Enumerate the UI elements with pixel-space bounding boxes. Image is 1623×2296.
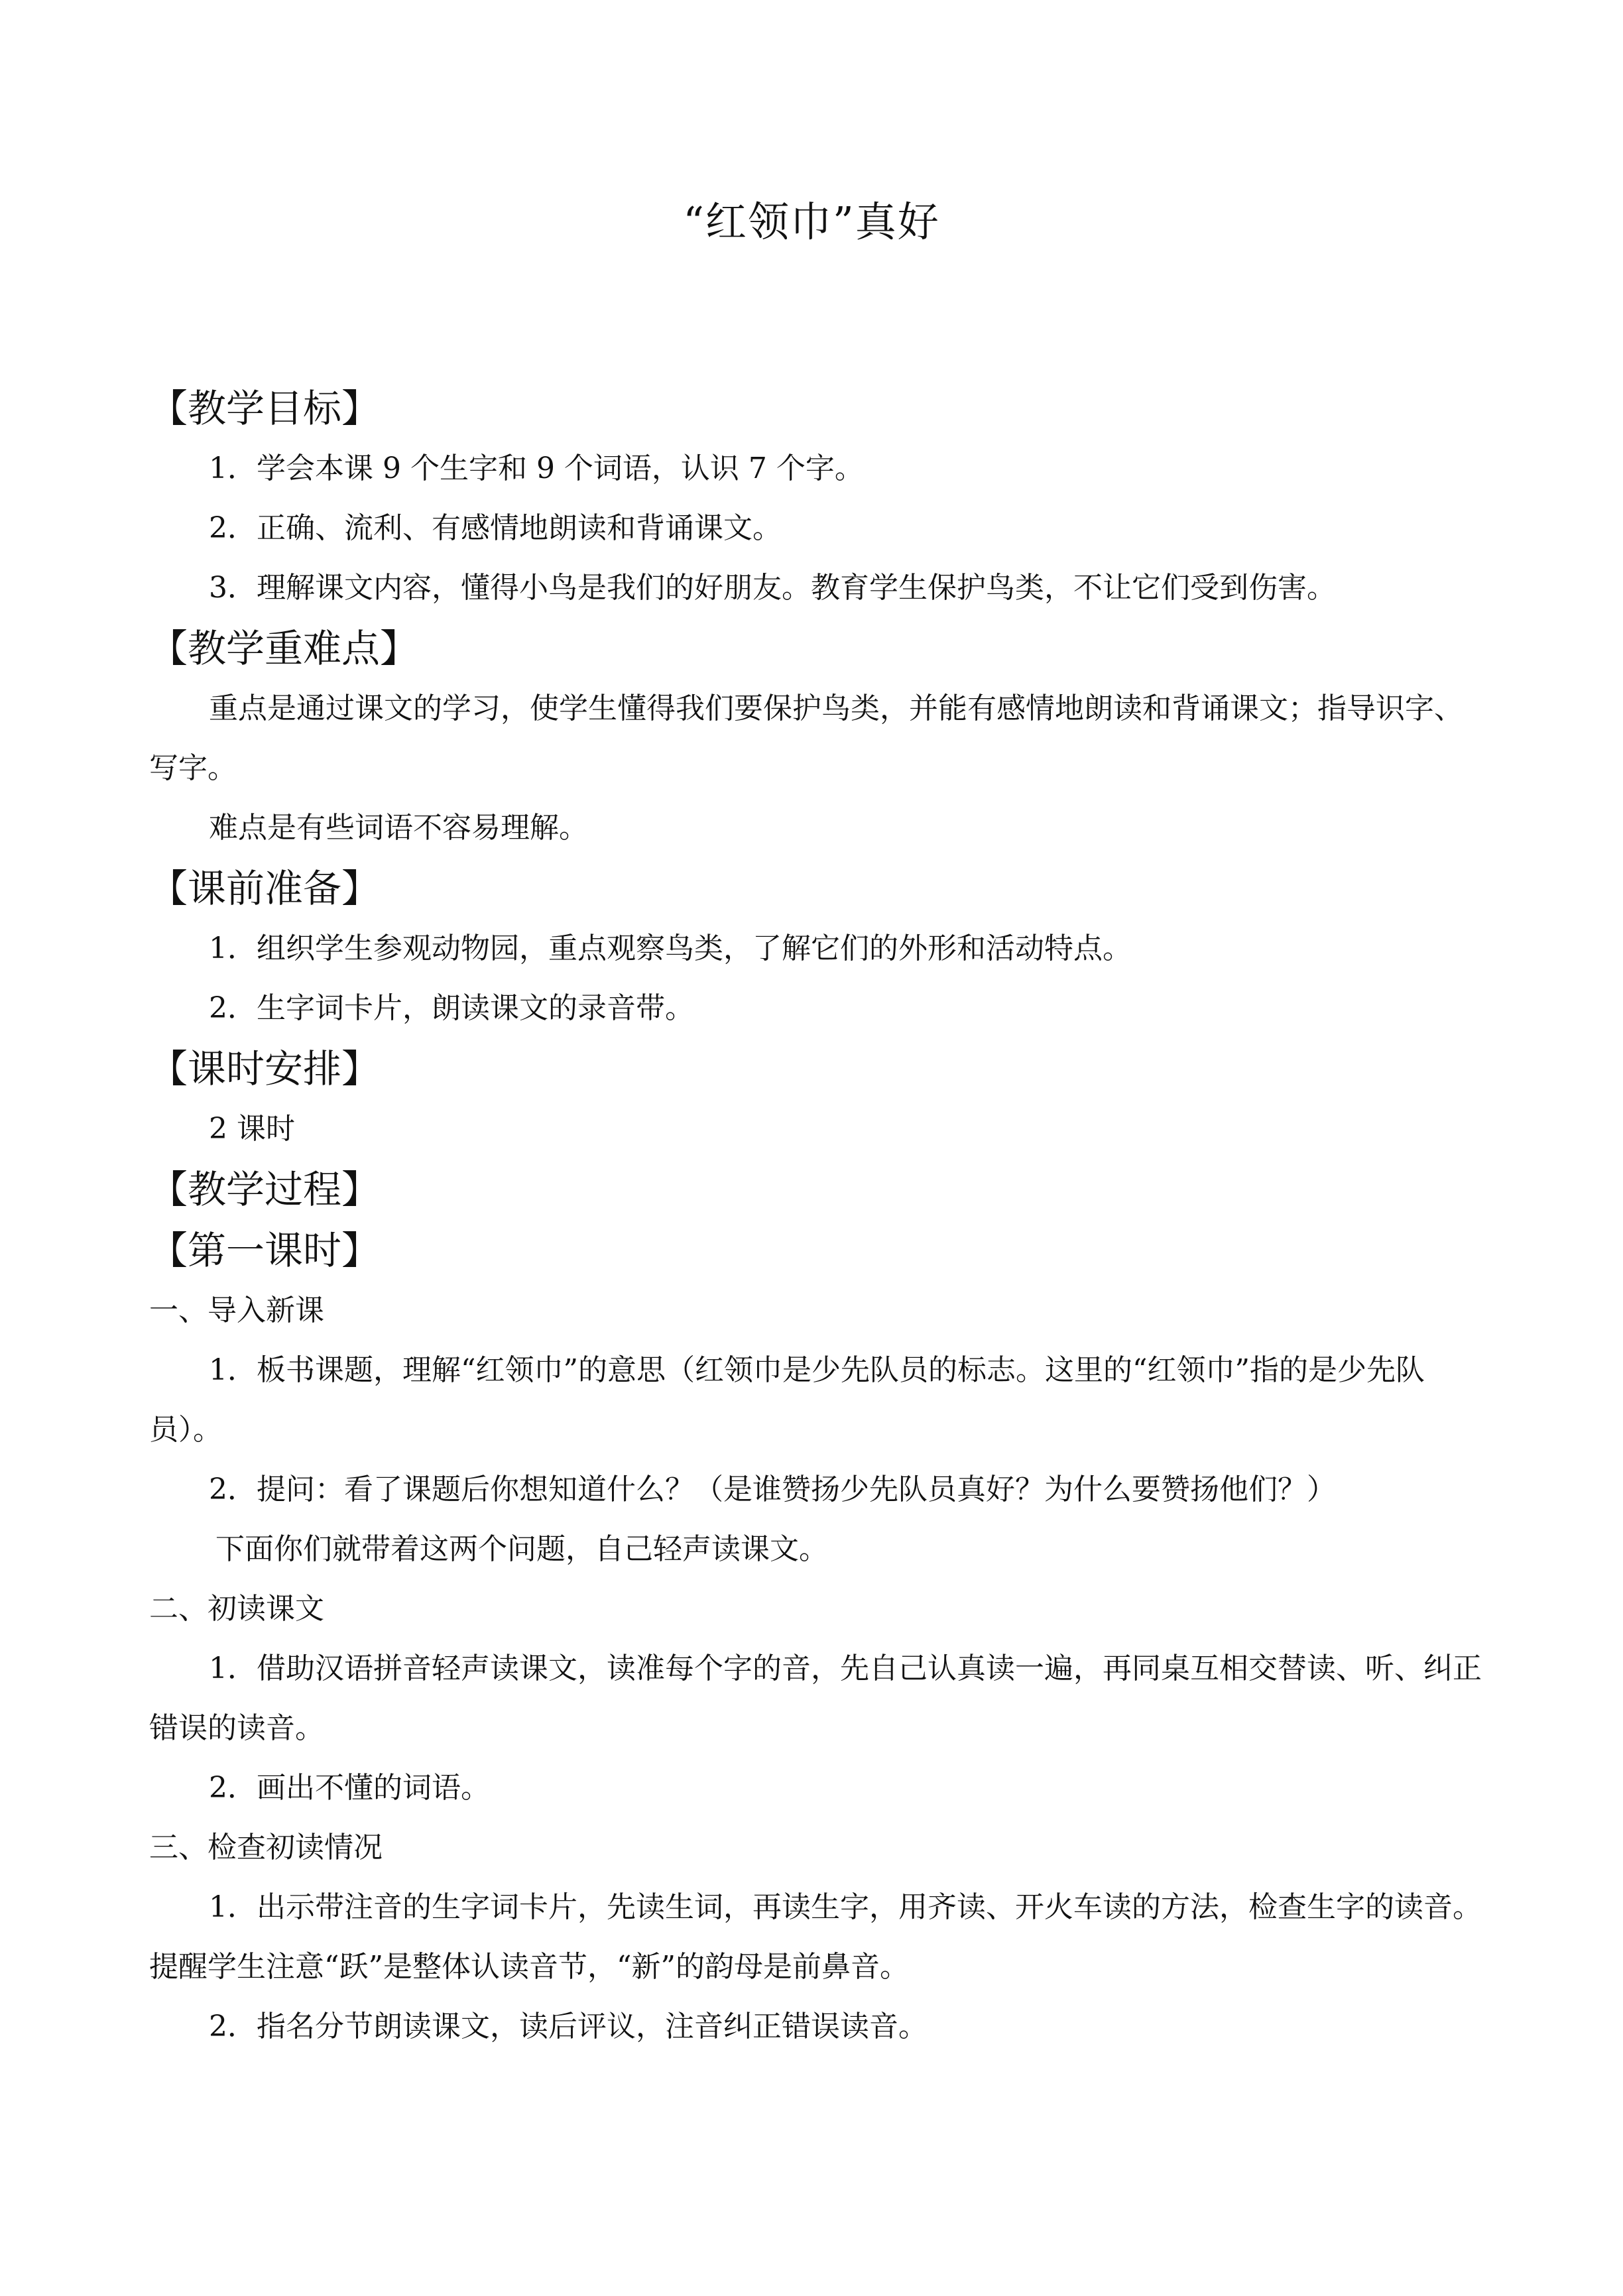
preparation-item-1: 1．组织学生参观动物园，重点观察鸟类，了解它们的外形和活动特点。 — [209, 932, 1132, 965]
part2-item-1: 1．借助汉语拼音轻声读课文，读准每个字的音，先自己认真读一遍，再同桌互相交替读、听、纠正错误的读音。 — [149, 1652, 1482, 1745]
goal-item-1: 1．学会本课 9 个生字和 9 个词语，认识 7 个字。 — [209, 452, 864, 485]
part2-item-2: 2．画出不懂的词语。 — [209, 1771, 490, 1805]
part3-title: 三、检查初读情况 — [149, 1831, 383, 1864]
difficulty-text: 难点是有些词语不容易理解。 — [209, 811, 588, 845]
part1-item-1: 1．板书课题，理解“红领巾”的意思（红领巾是少先队员的标志。这里的“红领巾”指的是少先队员）。 — [149, 1353, 1425, 1447]
part3-item-2: 2．指名分节朗读课文，读后评议，注音纠正错误读音。 — [209, 2010, 928, 2043]
part1-item-3: 下面你们就带着这两个问题，自己轻声读课文。 — [215, 1532, 828, 1566]
goal-item-2: 2．正确、流利、有感情地朗读和背诵课文。 — [209, 511, 782, 545]
schedule-text: 2 课时 — [209, 1112, 295, 1146]
part2-title: 二、初读课文 — [149, 1592, 324, 1626]
document-title: “红领巾”真好 — [683, 198, 940, 246]
goal-item-3: 3．理解课文内容，懂得小鸟是我们的好朋友。教育学生保护鸟类，不让它们受到伤害。 — [209, 571, 1336, 605]
heading-first-lesson: 【第一课时】 — [149, 1228, 381, 1273]
heading-teaching-goals: 【教学目标】 — [149, 386, 381, 431]
key-point-text: 重点是通过课文的学习，使学生懂得我们要保护鸟类，并能有感情地朗读和背诵课文；指导识字、写字。 — [149, 692, 1463, 785]
heading-schedule: 【课时安排】 — [149, 1046, 381, 1091]
heading-key-points: 【教学重难点】 — [149, 626, 419, 671]
heading-teaching-process: 【教学过程】 — [149, 1167, 381, 1212]
part1-title: 一、导入新课 — [149, 1294, 324, 1327]
document-body — [149, 378, 1492, 2057]
preparation-item-2: 2．生字词卡片，朗读课文的录音带。 — [209, 991, 694, 1025]
part3-item-1: 1．出示带注音的生字词卡片，先读生词，再读生字，用齐读、开火车读的方法，检查生字的读音。提醒学生注意“跃”是整体认读音节，“新”的韵母是前鼻音。 — [149, 1890, 1482, 1984]
part1-item-2: 2．提问：看了课题后你想知道什么？（是谁赞扬少先队员真好？为什么要赞扬他们？） — [209, 1473, 1336, 1506]
heading-preparation: 【课前准备】 — [149, 866, 381, 911]
